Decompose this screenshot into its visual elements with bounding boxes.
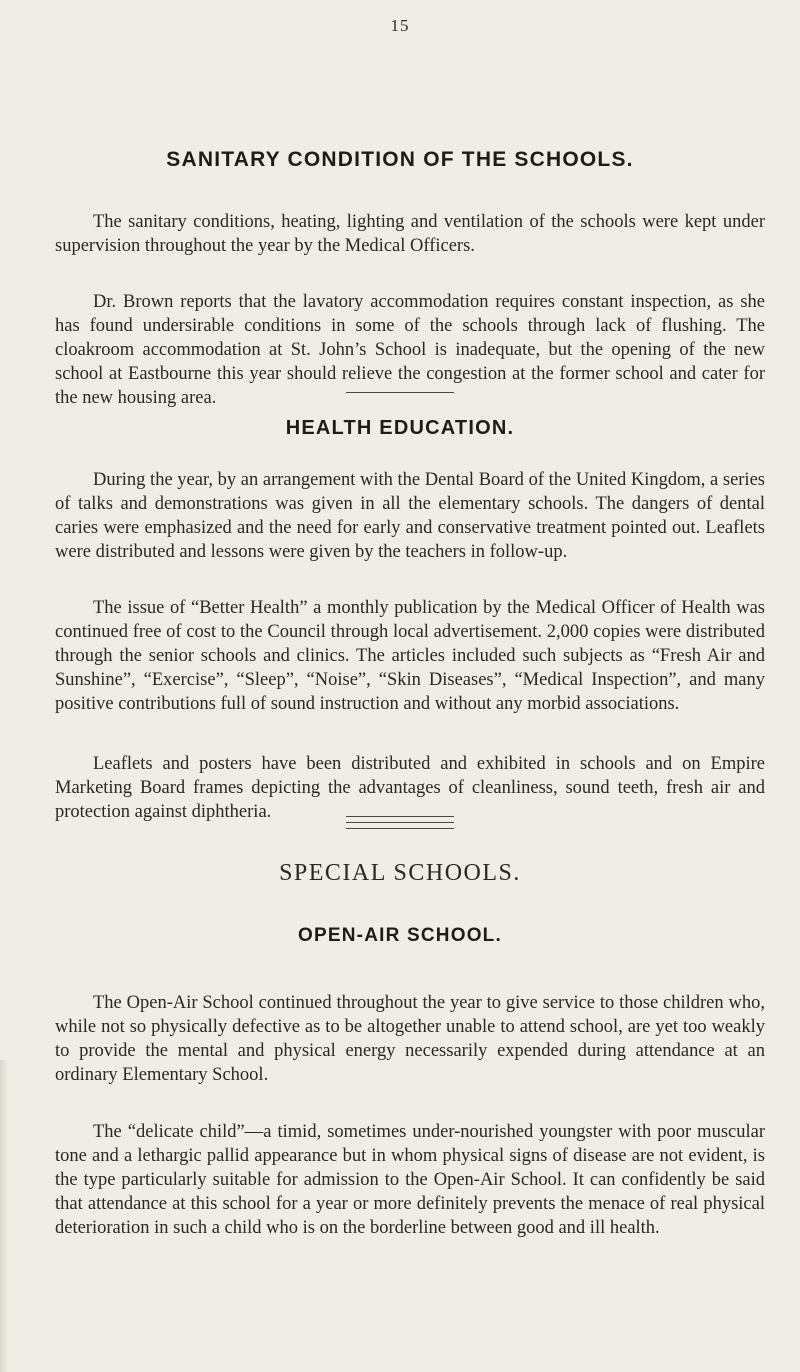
page-binding-edge — [0, 1060, 8, 1372]
section-heading-special-schools: SPECIAL SCHOOLS. — [279, 860, 521, 886]
paragraph: Dr. Brown reports that the lavatory accommodation requires constant inspection, as she has found undersirable conditions in some of the schools through lack of flushing. The cloakroom accommodation at St. John’s School is inadequate, but the opening of the new school at Eastbourne this year should relieve the congestion at the former school and cater for the new housing area. — [55, 292, 765, 408]
section-divider — [346, 816, 454, 817]
section-divider — [346, 828, 454, 829]
paragraph: The issue of “Better Health” a monthly publication by the Medical Officer of Health was continued free of cost to the Council through local advertisement. 2,000 copies were distributed through the senior schools and clinics. The articles included such subjects as “Fresh Air and Sunshine”, “Exercise”, “Sleep”, “Noise”, “Skin Diseases”, “Medical Inspection”, and many positive contributions full of sound instruction and without any morbid associations. — [55, 598, 765, 714]
section-divider — [346, 392, 454, 393]
paragraph: The “delicate child”—a timid, sometimes under-nourished youngster with poor muscular tone and a lethargic pallid appearance but in whom physical signs of disease are not evident, is the type particularly suitable for admission to the Open-Air School. It can confidently be said that attendance at this school for a year or more definitely prevents the menace of real physical deterioration in such a child who is on the borderline between good and ill health. — [55, 1122, 765, 1238]
page-number: 15 — [390, 16, 410, 35]
subheading-open-air-school: OPEN-AIR SCHOOL. — [298, 925, 502, 946]
paragraph: The sanitary conditions, heating, lighting and ventilation of the schools were kept under supervision throughout the year by the Medical Officers. — [55, 212, 765, 256]
section-heading-sanitary: SANITARY CONDITION OF THE SCHOOLS. — [166, 148, 634, 171]
paragraph: During the year, by an arrangement with the Dental Board of the United Kingdom, a series of talks and demonstrations was given in all the elementary schools. The dangers of dental caries were emphasized and the need for early and conservative treatment pointed out. Leaflets were distributed and lessons were given by the teachers in follow-up. — [55, 470, 765, 562]
section-divider — [346, 822, 454, 823]
paragraph: Leaflets and posters have been distributed and exhibited in schools and on Empire Marketing Board frames depicting the advantages of cleanliness, sound teeth, fresh air and protection against diphtheria. — [55, 754, 765, 822]
section-heading-health-education: HEALTH EDUCATION. — [285, 417, 515, 439]
paragraph: The Open-Air School continued throughout the year to give service to those children who, while not so physically defective as to be altogether unable to attend school, are yet too weakly to provide the mental and physical energy necessarily expended during attendance at an ordinary Elementary School. — [55, 993, 765, 1085]
